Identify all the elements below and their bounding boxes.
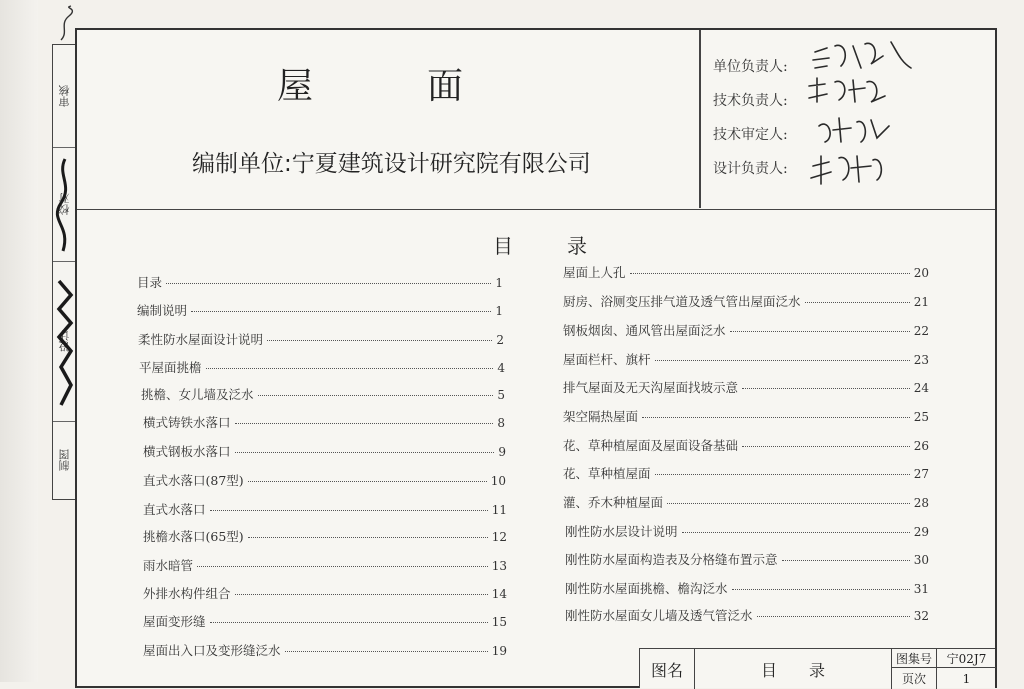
proofread-label: 校对	[58, 193, 71, 215]
toc-label: 排气屋面及无天沟屋面找坡示意	[563, 380, 739, 395]
toc-label: 外排水构件组合	[143, 586, 231, 601]
toc-page: 11	[491, 503, 507, 517]
toc-label: 花、草种植屋面	[563, 466, 651, 481]
leader	[235, 594, 488, 595]
drawing-sheet	[75, 28, 997, 688]
toc-page: 1	[495, 276, 503, 290]
leader	[655, 360, 910, 361]
toc-label: 雨水暗管	[143, 558, 194, 573]
toc-page: 21	[913, 295, 929, 309]
leader	[267, 340, 492, 341]
toc-page: 22	[913, 324, 929, 338]
toc-label: 直式水落口(87型)	[143, 473, 244, 488]
leader	[732, 589, 910, 590]
toc-title-glyph-2: 录	[567, 234, 589, 258]
toc-entry	[563, 436, 929, 454]
toc-page: 9	[498, 445, 506, 459]
title-glyph-2: 面	[427, 66, 468, 107]
toc-label: 编制说明	[137, 303, 188, 318]
toc-label: 屋面出入口及变形缝泛水	[143, 643, 281, 658]
toc-entry	[143, 471, 506, 489]
toc-page: 27	[913, 467, 929, 481]
leader	[757, 616, 910, 617]
toc-page: 23	[913, 353, 929, 367]
leader	[682, 532, 910, 533]
toc-title-glyph-1: 目	[493, 234, 515, 258]
toc-entry	[563, 292, 929, 310]
toc-entry	[143, 556, 507, 574]
leader	[248, 481, 487, 482]
review-signature-icon	[55, 4, 77, 44]
toc-entry	[137, 301, 503, 319]
leader	[667, 503, 910, 504]
toc-entry	[137, 273, 503, 291]
drafting-cell	[53, 421, 77, 499]
toc-label: 屋面栏杆、旗杆	[563, 352, 651, 367]
toc-entry	[563, 321, 929, 339]
toc-label: 直式水落口	[143, 502, 206, 517]
toc-page: 28	[913, 496, 929, 510]
org-name: 宁夏建筑设计研究院有限公司	[291, 151, 591, 177]
toc-page: 4	[497, 361, 505, 375]
toc-page: 20	[913, 266, 929, 280]
toc-label: 灌、乔木种植屋面	[563, 495, 664, 510]
toc-page: 1	[495, 304, 503, 318]
toc-label: 柔性防水屋面设计说明	[138, 332, 264, 347]
toc-page: 19	[491, 644, 507, 658]
leader	[782, 560, 910, 561]
title-glyph-1: 屋	[277, 66, 318, 107]
leader	[742, 446, 910, 447]
leader	[197, 566, 488, 567]
tb-name-value: 目 录	[695, 649, 892, 689]
review-cell	[53, 45, 77, 148]
toc-label: 屋面变形缝	[143, 614, 206, 629]
leader	[655, 474, 910, 475]
toc-label: 横式钢板水落口	[143, 444, 231, 459]
leader	[235, 452, 495, 453]
toc-label: 刚性防水屋面挑檐、檐沟泛水	[565, 581, 728, 596]
toc-label: 钢板烟囱、通风管出屋面泛水	[563, 323, 726, 338]
header-block	[77, 30, 995, 210]
toc-label: 平屋面挑檐	[139, 360, 202, 375]
toc-entry	[563, 378, 929, 396]
page-title	[277, 58, 467, 109]
sig-row-tech-approver	[713, 124, 788, 144]
toc-entry	[143, 584, 507, 602]
design-signature-icon	[55, 275, 75, 415]
toc-page: 32	[913, 609, 929, 623]
toc-page: 30	[913, 553, 929, 567]
handwritten-signatures-icon	[805, 38, 925, 198]
sig-role: 技术负责人:	[713, 93, 788, 109]
leader	[742, 388, 910, 389]
toc-entry	[565, 522, 929, 540]
toc-label: 挑檐、女儿墙及泛水	[141, 387, 254, 402]
toc-page: 8	[497, 416, 505, 430]
toc-entry	[565, 606, 929, 624]
toc-label: 屋面上人孔	[563, 265, 626, 280]
design-label: 设计	[58, 330, 71, 352]
toc-label: 架空隔热屋面	[563, 409, 639, 424]
sig-role: 设计负责人:	[713, 161, 788, 177]
toc-entry	[563, 464, 929, 482]
toc-entry	[143, 641, 507, 659]
sig-role: 单位负责人:	[713, 59, 788, 75]
toc-entry	[141, 385, 505, 403]
toc-page: 10	[490, 474, 506, 488]
toc-label: 目录	[137, 275, 163, 290]
toc-entry	[143, 413, 505, 431]
sig-row-tech-head	[713, 90, 788, 110]
header-divider	[699, 30, 701, 208]
org-line	[192, 145, 591, 178]
toc-page: 15	[491, 615, 507, 629]
toc-entry	[143, 612, 507, 630]
toc-label: 刚性防水屋面女儿墙及透气管泛水	[565, 608, 753, 623]
toc-entry	[139, 358, 505, 376]
toc-entry	[143, 500, 507, 518]
toc-page: 5	[497, 388, 505, 402]
tb-page-value: 1	[962, 671, 971, 686]
leader	[191, 311, 491, 312]
leader	[630, 273, 910, 274]
sig-row-unit-head	[713, 56, 788, 76]
leader	[285, 651, 488, 652]
toc-label: 挑檐水落口(65型)	[143, 529, 244, 544]
toc-label: 花、草种植屋面及屋面设备基础	[563, 438, 739, 453]
toc-page: 24	[913, 381, 929, 395]
leader	[642, 417, 910, 418]
toc-page: 25	[913, 410, 929, 424]
toc-page: 2	[496, 333, 504, 347]
toc-entry	[563, 407, 929, 425]
toc-page: 31	[913, 582, 929, 596]
leader	[166, 283, 491, 284]
sig-role: 技术审定人:	[713, 127, 788, 143]
toc-entry	[138, 330, 504, 348]
tb-atlas-label: 图集号	[892, 649, 937, 668]
title-block	[639, 648, 995, 688]
drafting-label: 制图	[58, 449, 71, 471]
leader	[206, 368, 494, 369]
review-label: 审核	[58, 85, 71, 107]
toc-title	[493, 230, 589, 259]
binding-margin	[0, 0, 38, 682]
leader	[805, 302, 910, 303]
toc-page: 29	[913, 525, 929, 539]
sig-row-design-head	[713, 158, 788, 178]
toc-entry	[563, 350, 929, 368]
toc-entry	[143, 442, 506, 460]
leader	[210, 622, 488, 623]
leader	[235, 423, 494, 424]
leader	[210, 510, 488, 511]
toc-page: 13	[491, 559, 507, 573]
tb-name-label: 图名	[640, 649, 695, 689]
toc-label: 横式铸铁水落口	[143, 415, 231, 430]
leader	[730, 331, 910, 332]
leader	[248, 537, 488, 538]
toc-label: 刚性防水层设计说明	[565, 524, 678, 539]
toc-page: 14	[491, 587, 507, 601]
toc-page: 12	[491, 530, 507, 544]
leader	[258, 395, 494, 396]
proofread-signature-icon	[55, 155, 75, 255]
toc-entry	[563, 263, 929, 281]
tb-page-label: 页次	[892, 668, 937, 689]
toc-label: 厨房、浴厕变压排气道及透气管出屋面泛水	[563, 294, 801, 309]
toc-page: 26	[913, 439, 929, 453]
toc-entry	[143, 527, 507, 545]
toc-label: 刚性防水屋面构造表及分格缝布置示意	[565, 552, 778, 567]
tb-atlas-value: 宁02J7	[937, 649, 996, 668]
org-label: 编制单位:	[192, 151, 292, 177]
toc-entry	[563, 493, 929, 511]
toc-entry	[565, 579, 929, 597]
toc-entry	[565, 550, 929, 568]
